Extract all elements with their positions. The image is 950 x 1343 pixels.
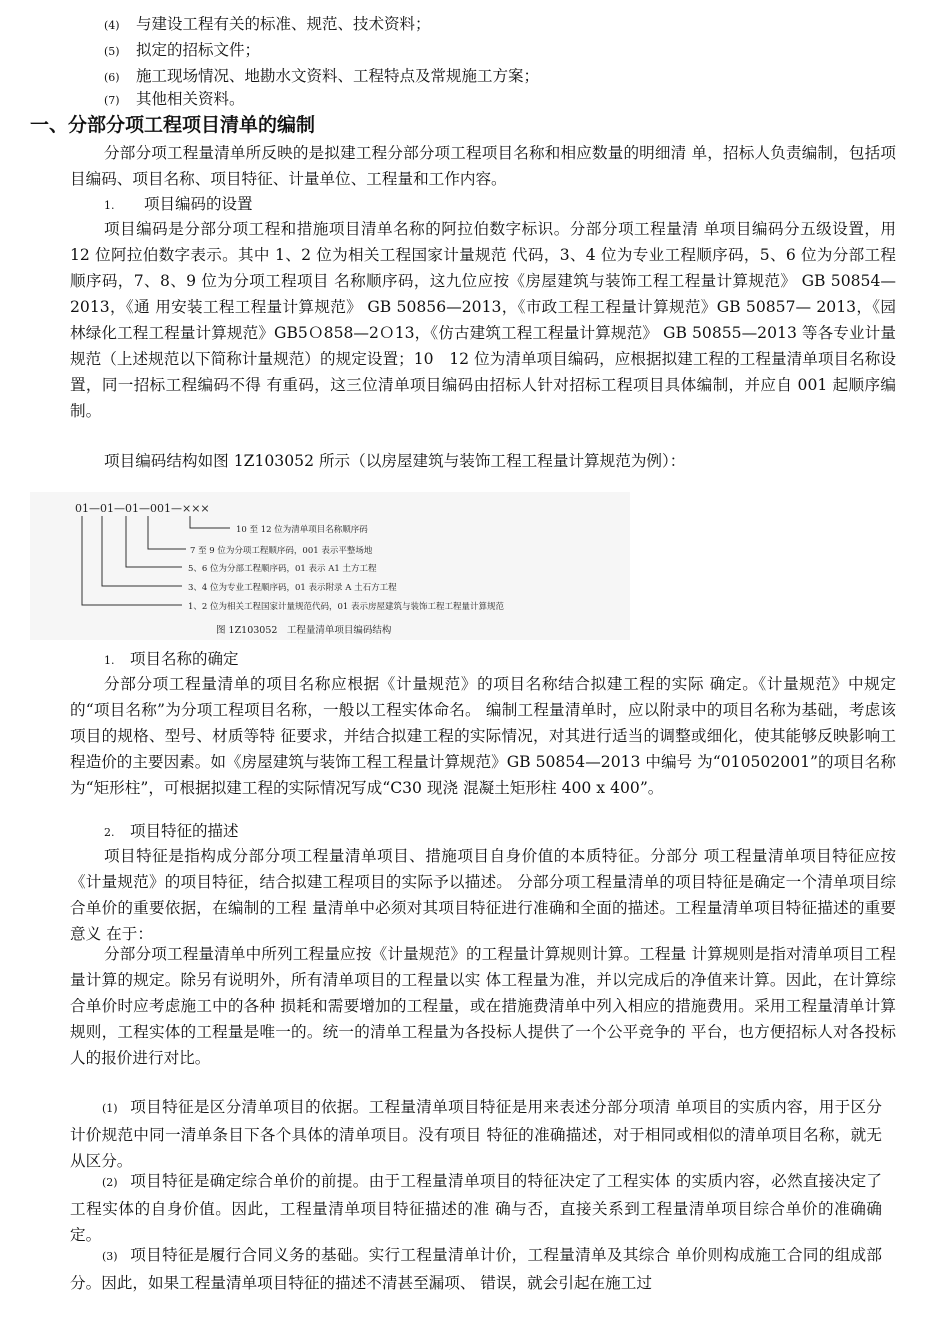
list-text: 与建设工程有关的标准、规范、技术资料； bbox=[136, 15, 431, 33]
code-structure-diagram bbox=[30, 492, 630, 640]
list-item bbox=[104, 89, 245, 111]
subsection-title bbox=[104, 193, 253, 217]
intro-paragraph: 分部分项工程量清单所反映的是拟建工程分部分项工程项目名称和相应数量的明细清 单，招标人负责编制，包括项目编码、项目名称、项目特征、计量单位、工程量和工作内容。 bbox=[70, 144, 896, 188]
list-item bbox=[104, 66, 539, 88]
subsection-number: 1. bbox=[104, 199, 115, 212]
item-text: 项目特征是区分清单项目的依据。工程量清单项目特征是用来表述分部分项清 单项目的实质内容，用于区分计价规范中同一清单条目下各个具体的清单项目。没有项目 特征的准确描述，对于相同或相似的清单项目名称，就无从区分。 bbox=[70, 1098, 882, 1170]
item-text: 项目特征是履行合同义务的基础。实行工程量清单计价，工程量清单及其综合 单价则构成施工合同的组成部分。因此，如果工程量清单项目特征的描述不清甚至漏项、 错误，就会引起在施工过 bbox=[70, 1246, 882, 1292]
feature-paragraph: 项目特征是指构成分部分项工程量清单项目、措施项目自身价值的本质特征。分部分 项工程量清单项目特征应按《计量规范》的项目特征，结合拟建工程项目的实际予以描述。 分部分项工程量清单的项目特征是确定一个清单项目综合单价的重要依据，在编制的工程 量清单中必须对其项目特征进行准确和全面的描述。工程量清单项目特征描述的重要意义 在于： bbox=[70, 847, 896, 943]
list-item bbox=[104, 14, 431, 36]
numbered-item bbox=[70, 1094, 882, 1174]
list-number: (5) bbox=[104, 45, 120, 58]
figure-intro-paragraph: 项目编码结构如图 1Z103052 所示（以房屋建筑与装饰工程工程量计算规范为例）： bbox=[104, 452, 686, 470]
quantity-paragraph: 分部分项工程量清单中所列工程量应按《计量规范》的工程量计算规则计算。工程量 计算规则是指对清单项目工程量计算的规定。除另有说明外，所有清单项目的工程量以实 体工程量为准，并以完成后的净值来计算。因此，在计算综合单价时应考虑施工中的各种 损耗和需要增加的工程量，或在措施费清单中列入相应的措施费用。采用工程量清单计算 规则，工程实体的工程量是唯一的。统一的清单工程量为各投标人提供了一个公平竞争的 平台，也方便招标人对各投标人的报价进行对比。 bbox=[70, 945, 896, 1067]
subsection-title bbox=[104, 820, 239, 844]
list-number: (4) bbox=[104, 19, 120, 32]
figure-label: 7 至 9 位为分项工程顺序码，001 表示平整场地 bbox=[190, 546, 373, 556]
code-structure-figure bbox=[30, 492, 630, 640]
section-heading: 一、分部分项工程项目清单的编制 bbox=[30, 114, 316, 136]
numbered-item bbox=[70, 1168, 882, 1248]
subsection-label: 项目编码的设置 bbox=[144, 195, 253, 213]
numbered-item bbox=[70, 1242, 882, 1296]
subsection-label: 项目名称的确定 bbox=[130, 650, 239, 668]
subsection-title bbox=[104, 648, 239, 672]
name-paragraph: 分部分项工程量清单的项目名称应根据《计量规范》的项目名称结合拟建工程的实际 确定。《计量规范》中规定的“项目名称”为分项工程项目名称，一般以工程实体命名。 编制工程量清单时，应以附录中的项目名称为基础，考虑该项目的规格、型号、材质等特 征要求，并结合拟建工程的实际情况，对其进行适当的调整或细化，使其能够反映影响工 程造价的主要因素。如《房屋建筑与装饰工程工程量计算规范》GB 50854—2013 中编号 为“010502001”的项目名称为“矩形柱”，可根据拟建工程的实际情况写成“C30 现浇 混凝土矩形柱 400 x 400”。 bbox=[70, 675, 896, 797]
figure-label: 1、2 位为相关工程国家计量规范代码，01 表示房屋建筑与装饰工程工程量计算规范 bbox=[188, 602, 505, 612]
item-number: (1) bbox=[102, 1102, 118, 1115]
subsection-number: 2. bbox=[104, 826, 115, 839]
item-text: 项目特征是确定综合单价的前提。由于工程量清单项目的特征决定了工程实体 的实质内容，必然直接决定了工程实体的自身价值。因此，工程量清单项目特征描述的准 确与否，直接关系到工程量清单项目综合单价的准确确定。 bbox=[70, 1172, 882, 1244]
code-paragraph: 项目编码是分部分项工程和措施项目清单名称的阿拉伯数字标识。分部分项工程量清 单项目编码分五级设置，用 12 位阿拉伯数字表示。其中 1、2 位为相关工程国家计量规范 代码，3、4 位为专业工程顺序码，5、6 位为分部工程顺序码，7、8、9 位为分项工程项目 名称顺序码，这九位应按《房屋建筑与装饰工程工程量计算规范》 GB 50854—2013，《通 用安装工程工程量计算规范》 GB 50856—2013，《市政工程工程量计算规范》GB 50857— 2013，《园林绿化工程工程量计算规范》GB5Ｏ858—2Ｏ13，《仿古建筑工程工程量计算规范》 GB 50855—2013 等各专业计量规范（上述规范以下简称计量规范）的规定设置；10 12 位为清单项目编码，应根据拟建工程的工程量清单项目名称设置，同一招标工程编码不得 有重码，这三位清单项目编码由招标人针对招标工程项目具体编制，并应自 001 起顺序编制。 bbox=[70, 220, 896, 420]
list-number: (6) bbox=[104, 71, 120, 84]
list-text: 其他相关资料。 bbox=[136, 90, 245, 108]
item-number: (3) bbox=[102, 1250, 118, 1263]
list-number: (7) bbox=[104, 94, 120, 107]
list-text: 拟定的招标文件； bbox=[136, 41, 261, 59]
figure-code: 01—01—01—001—××× bbox=[75, 502, 210, 515]
list-text: 施工现场情况、地勘水文资料、工程特点及常规施工方案； bbox=[136, 67, 540, 85]
subsection-number: 1. bbox=[104, 654, 115, 667]
figure-label: 10 至 12 位为清单项目名称顺序码 bbox=[236, 525, 368, 535]
figure-label: 3、4 位为专业工程顺序码，01 表示附录 A 土石方工程 bbox=[188, 583, 397, 593]
item-number: (2) bbox=[102, 1176, 118, 1189]
figure-caption: 图 1Z103052 工程量清单项目编码结构 bbox=[216, 625, 392, 636]
subsection-label: 项目特征的描述 bbox=[130, 822, 239, 840]
figure-label: 5、6 位为分部工程顺序码，01 表示 A1 土方工程 bbox=[188, 564, 377, 574]
list-item bbox=[104, 40, 260, 62]
